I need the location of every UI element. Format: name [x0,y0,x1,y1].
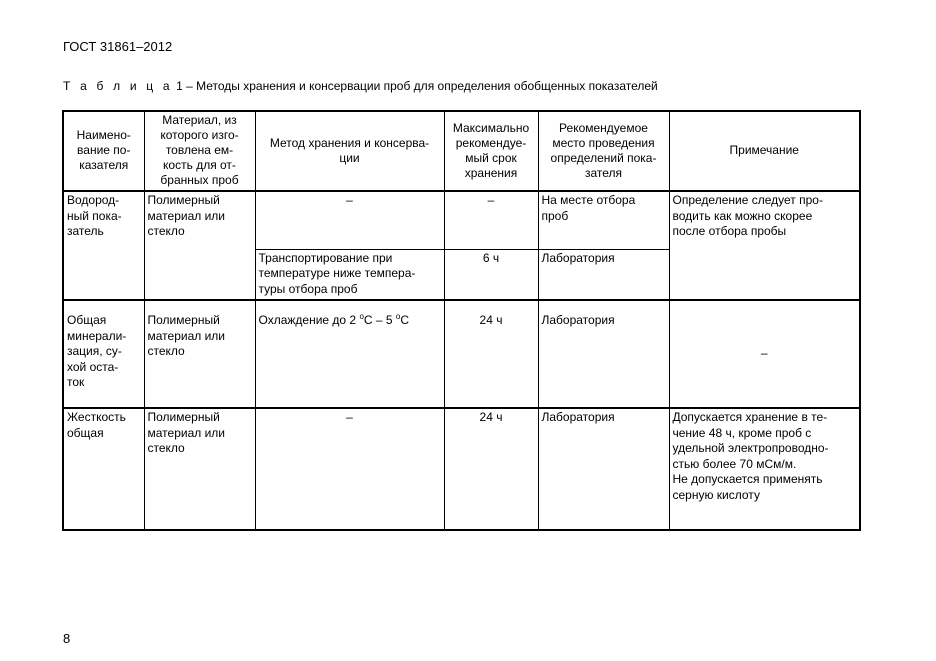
document-header: ГОСТ 31861–2012 [63,39,173,54]
cell-period: 24 ч [444,300,538,408]
header-period: Максимально рекомендуе- мый срок хранения [444,111,538,191]
storage-methods-table [62,110,861,531]
table-header-row [63,111,860,191]
cell-period: 24 ч [444,408,538,530]
table-row [63,191,860,249]
cell-indicator: Общая минерали- зация, су- хой оста- ток [63,300,144,408]
cell-indicator: Жесткость общая [63,408,144,530]
header-note: Примечание [669,111,860,191]
method-text-start: Охлаждение до 2 [258,313,360,327]
page-number: 8 [63,631,71,646]
cell-material: Полимерный материал или стекло [144,191,255,300]
cell-indicator: Водород- ный пока- затель [63,191,144,300]
table-row [63,300,860,408]
cell-method [255,300,444,408]
cell-place: Лаборатория [538,408,669,530]
table-caption-prefix: Т а б л и ц а [63,79,173,93]
method-text-mid: С – 5 [363,313,396,327]
cell-place: На месте отбора проб [538,191,669,249]
header-place: Рекомендуемое место проведения определений пока- зателя [538,111,669,191]
header-material: Материал, из которого изго- товлена ем- кость для от- бранных проб [144,111,255,191]
cell-period: – [444,191,538,249]
degree-sign: о [359,312,364,321]
table-caption-text: 1 – Методы хранения и консервации проб для определения обобщенных показателей [172,79,658,93]
cell-method: – [255,191,444,249]
cell-method: – [255,408,444,530]
method-text-end: С [400,313,410,327]
degree-sign: о [395,312,401,321]
header-method: Метод хранения и консерва- ции [255,111,444,191]
cell-note: Определение следует про- водить как можно скорее после отбора пробы [669,191,860,300]
cell-place: Лаборатория [538,300,669,408]
table-row [63,408,860,530]
table-caption [63,79,658,93]
cell-material: Полимерный материал или стекло [144,300,255,408]
cell-method: Транспортирование при температуре ниже темпера- туры отбора проб [255,249,444,300]
cell-period: 6 ч [444,249,538,300]
cell-note: – [669,300,860,408]
cell-note: Допускается хранение в те- чение 48 ч, кроме проб с удельной электропроводно- стью более 70 мСм/м. Не допускается применять серную кислоту [669,408,860,530]
header-indicator: Наимено- вание по- казателя [63,111,144,191]
cell-material: Полимерный материал или стекло [144,408,255,530]
cell-place: Лаборатория [538,249,669,300]
